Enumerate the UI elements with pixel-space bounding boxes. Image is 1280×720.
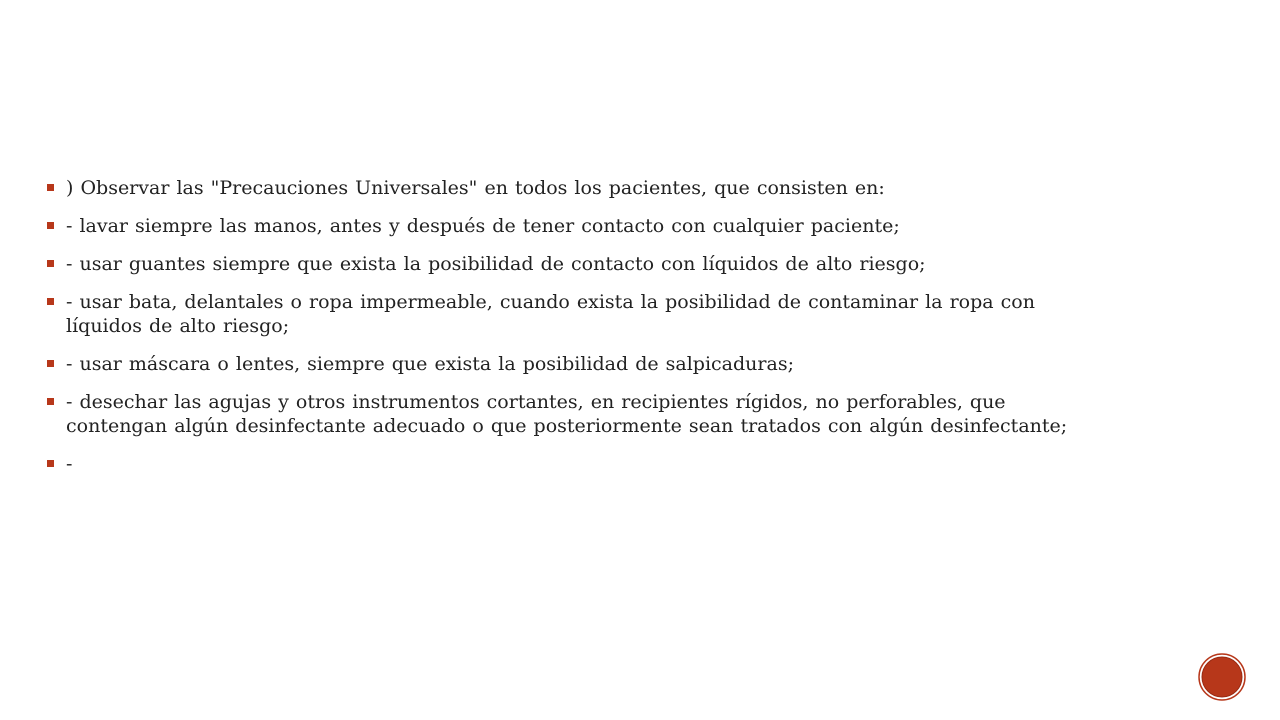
list-item [47,176,1107,200]
bullet-text: - usar guantes siempre que exista la posibilidad de contacto con líquidos de alto riesgo; [66,253,926,275]
square-bullet-icon [47,260,54,267]
list-item [47,452,1107,476]
bullet-text: - lavar siempre las manos, antes y después de tener contacto con cualquier paciente; [66,215,900,237]
circle-badge-icon [1198,653,1246,701]
square-bullet-icon [47,398,54,405]
list-item [47,352,1107,376]
list-item [47,252,1107,276]
bullet-text: ) Observar las "Precauciones Universales" en todos los pacientes, que consisten en: [66,177,885,199]
list-item [47,214,1107,238]
bullet-text: - [66,453,73,475]
list-item [47,390,1107,438]
square-bullet-icon [47,184,54,191]
bullet-text: - usar bata, delantales o ropa impermeable, cuando exista la posibilidad de contaminar la ropa con líquidos de alto riesgo; [66,291,1035,337]
bullet-text: - usar máscara o lentes, siempre que exista la posibilidad de salpicaduras; [66,353,794,375]
square-bullet-icon [47,222,54,229]
square-bullet-icon [47,360,54,367]
list-item [47,290,1107,338]
square-bullet-icon [47,298,54,305]
bullet-text: - desechar las agujas y otros instrumentos cortantes, en recipientes rígidos, no perforables, que contengan algún desinfectante adecuado o que posteriormente sean tratados con algún desinfectante; [66,391,1068,437]
square-bullet-icon [47,460,54,467]
bullet-list [47,176,1107,490]
